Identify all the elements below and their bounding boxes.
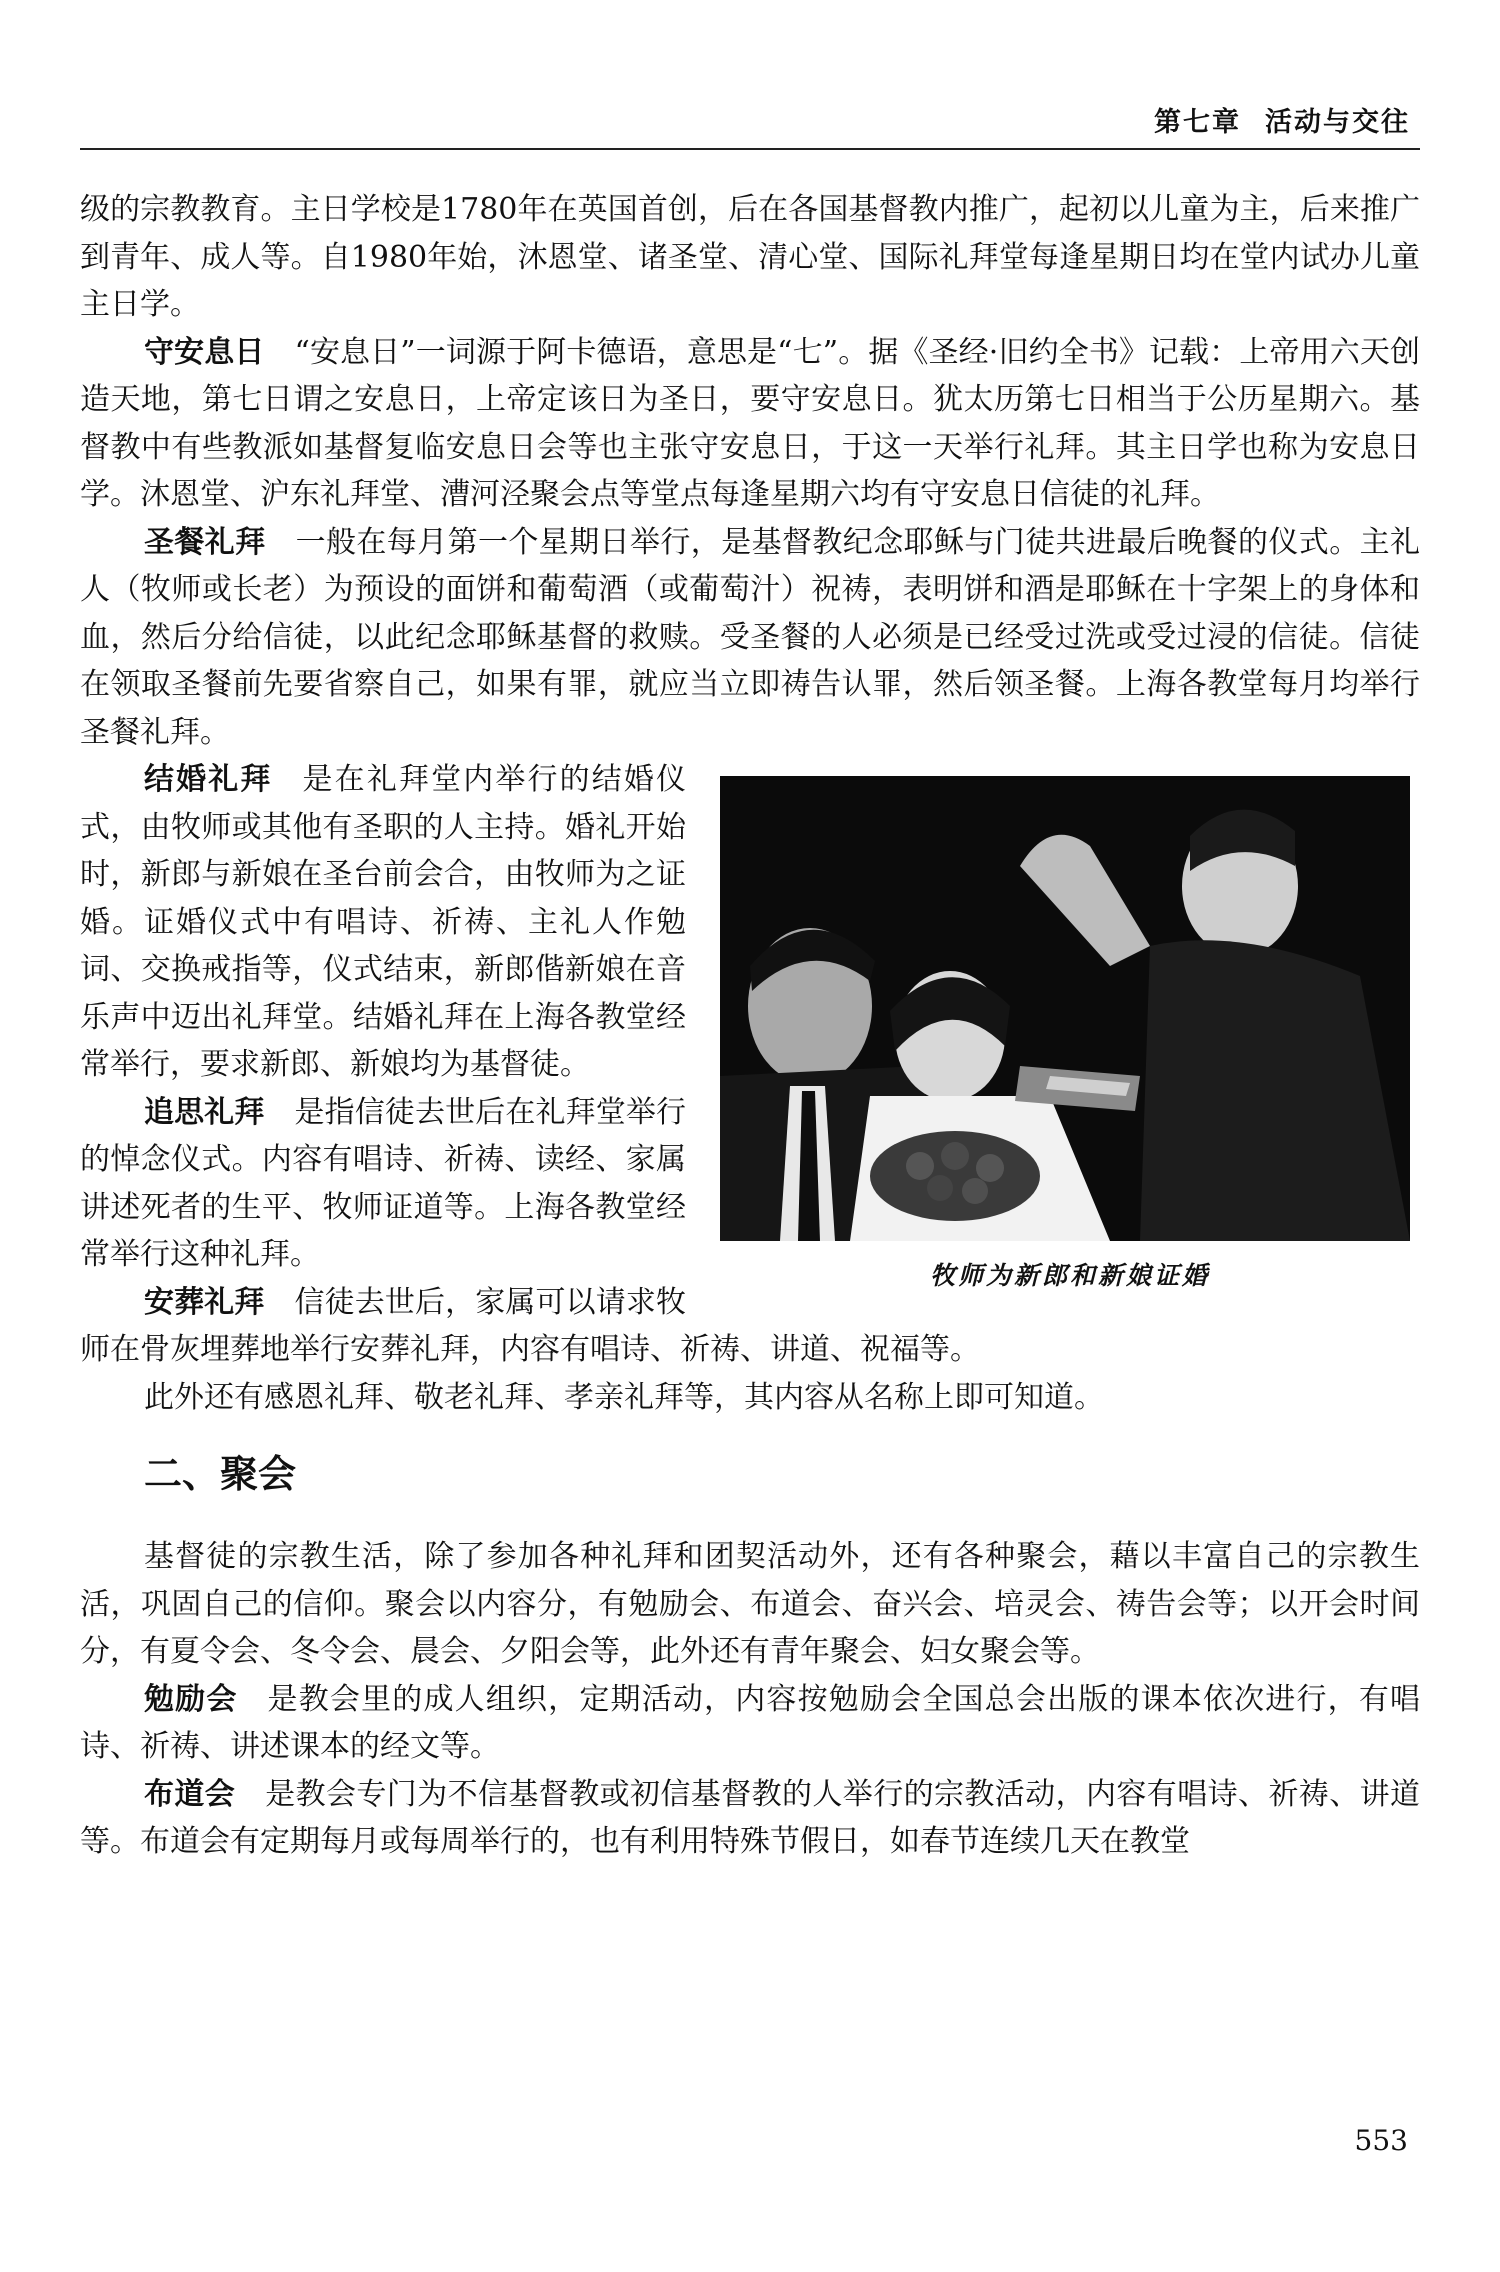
running-header bbox=[1154, 100, 1410, 139]
chapter-title: 活动与交往 bbox=[1265, 107, 1410, 138]
text-evangelism: 是教会专门为不信基督教或初信基督教的人举行的宗教活动，内容有唱诗、祈祷、讲道等。布道会有定期每月或每周举行的，也有利用特殊节假日，如春节连续几天在教堂 bbox=[80, 1776, 1421, 1859]
text-wedding: 是在礼拜堂内举行的结婚仪式，由牧师或其他有圣职的人主持。婚礼开始时，新郎与新娘在圣台前会合，由牧师为之证婚。证婚仪式中有唱诗、祈祷、主礼人作勉词、交换戒指等，仪式结束，新郎偕新娘在音乐声中迈出礼拜堂。结婚礼拜在上海各教堂经常举行，要求新郎、新娘均为基督徒。 bbox=[80, 762, 687, 1082]
paragraph-intro: 级的宗教教育。主日学校是1780年在英国首创，后在各国基督教内推广，起初以儿童为主，后来推广到青年、成人等。自1980年始，沐恩堂、诸圣堂、清心堂、国际礼拜堂每逢星期日均在堂内试办儿童主日学。 bbox=[80, 192, 1420, 322]
term-evangelism: 布道会 bbox=[144, 1776, 236, 1812]
term-sabbath: 守安息日 bbox=[144, 334, 265, 370]
term-memorial: 追思礼拜 bbox=[144, 1094, 265, 1130]
paragraph-evangelism bbox=[80, 1771, 1420, 1866]
paragraph-sabbath bbox=[80, 329, 1420, 519]
paragraph-others: 此外还有感恩礼拜、敬老礼拜、孝亲礼拜等，其内容从名称上即可知道。 bbox=[144, 1379, 1104, 1415]
page-number: 553 bbox=[1354, 2124, 1408, 2157]
wedding-photo-illustration bbox=[720, 776, 1410, 1241]
text-sabbath: “安息日”一词源于阿卡德语，意思是“七”。据《圣经·旧约全书》记载：上帝用六天创造天地，第七日谓之安息日，上帝定该日为圣日，要守安息日。犹太历第七日相当于公历星期六。基督教中有些教派如基督复临安息日会等也主张守安息日，于这一天举行礼拜。其主日学也称为安息日学。沐恩堂、沪东礼拜堂、漕河泾聚会点等堂点每逢星期六均有守安息日信徒的礼拜。 bbox=[80, 334, 1421, 512]
term-burial: 安葬礼拜 bbox=[144, 1284, 265, 1320]
term-encouragement: 勉励会 bbox=[144, 1681, 238, 1717]
text-communion: 一般在每月第一个星期日举行，是基督教纪念耶稣与门徒共进最后晚餐的仪式。主礼人（牧师或长老）为预设的面饼和葡萄酒（或葡萄汁）祝祷，表明饼和酒是耶稣在十字架上的身体和血，然后分给信徒，以此纪念耶稣基督的救赎。受圣餐的人必须是已经受过洗或受过浸的信徒。信徒在领取圣餐前先要省察自己，如果有罪，就应当立即祷告认罪，然后领圣餐。上海各教堂每月均举行圣餐礼拜。 bbox=[80, 524, 1421, 750]
text-burial: 信徒去世后，家属可以请求牧师在骨灰埋葬地举行安葬礼拜，内容有唱诗、祈祷、讲道、祝福等。 bbox=[80, 1284, 980, 1367]
paragraph-communion bbox=[80, 519, 1420, 757]
figure bbox=[720, 776, 1420, 1293]
term-wedding: 结婚礼拜 bbox=[144, 762, 273, 797]
term-communion: 圣餐礼拜 bbox=[144, 524, 266, 560]
text-encouragement: 是教会里的成人组织，定期活动，内容按勉励会全国总会出版的课本依次进行，有唱诗、祈祷、讲述课本的经文等。 bbox=[80, 1681, 1421, 1764]
chapter-label: 第七章 bbox=[1154, 107, 1241, 138]
page-body bbox=[80, 186, 1420, 1866]
paragraph-gathering-intro: 基督徒的宗教生活，除了参加各种礼拜和团契活动外，还有各种聚会，藉以丰富自己的宗教生活，巩固自己的信仰。聚会以内容分，有勉励会、布道会、奋兴会、培灵会、祷告会等；以开会时间分，有夏令会、冬令会、晨会、夕阳会等，此外还有青年聚会、妇女聚会等。 bbox=[80, 1539, 1420, 1669]
header-rule bbox=[80, 148, 1420, 150]
photo-caption: 牧师为新郎和新娘证婚 bbox=[929, 1261, 1210, 1290]
section-heading: 二、聚会 bbox=[144, 1452, 297, 1496]
text-memorial: 是指信徒去世后在礼拜堂举行的悼念仪式。内容有唱诗、祈祷、读经、家属讲述死者的生平、牧师证道等。上海各教堂经常举行这种礼拜。 bbox=[80, 1094, 686, 1272]
paragraph-encouragement bbox=[80, 1676, 1420, 1771]
wedding-photo bbox=[720, 776, 1410, 1241]
